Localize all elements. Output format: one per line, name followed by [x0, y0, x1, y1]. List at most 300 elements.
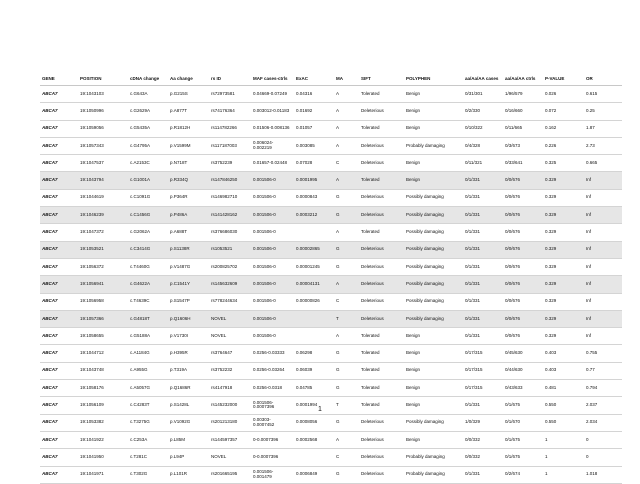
- column-header: aa/Aa/AA cases: [463, 50, 503, 86]
- table-cell: ABCA7: [40, 172, 78, 189]
- table-cell: 0.329: [543, 189, 584, 206]
- table-cell: Benign: [404, 380, 463, 397]
- table-cell: 0.403: [543, 345, 584, 362]
- table-cell: 0.0256-0.03333: [251, 345, 294, 362]
- table-cell: 19:1041922: [78, 431, 128, 448]
- table-row: [40, 172, 622, 189]
- table-cell: G: [334, 189, 359, 206]
- table-cell: A: [334, 328, 359, 345]
- table-cell: Deleterious: [359, 293, 404, 310]
- table-cell: 0.329: [543, 258, 584, 275]
- table-cell: 0/0/676: [503, 258, 543, 275]
- table-row: [40, 380, 622, 397]
- table-cell: rs117187003: [209, 137, 251, 154]
- table-cell: Inf: [584, 293, 622, 310]
- table-cell: Tolerated: [359, 397, 404, 414]
- table-cell: 0.329: [543, 276, 584, 293]
- table-header-row: [40, 50, 622, 86]
- table-cell: c.G4622A: [128, 276, 168, 293]
- table-cell: 0/0/676: [503, 276, 543, 293]
- table-cell: C: [334, 449, 359, 466]
- table-cell: 0/3/673: [503, 137, 543, 154]
- table-cell: rs72973581: [209, 86, 251, 103]
- table-cell: 0.329: [543, 241, 584, 258]
- table-cell: 0/1/331: [463, 328, 503, 345]
- table-cell: [294, 310, 334, 327]
- table-cell: Inf: [584, 310, 622, 327]
- table-row: [40, 189, 622, 206]
- table-cell: ABCA7: [40, 276, 78, 293]
- table-cell: 0/1/331: [463, 276, 503, 293]
- table-cell: c.G2629A: [128, 103, 168, 120]
- table-cell: 0/1/675: [503, 449, 543, 466]
- table-cell: C: [334, 155, 359, 172]
- table-cell: [294, 449, 334, 466]
- table-cell: 0.755: [584, 345, 622, 362]
- table-row: [40, 449, 622, 466]
- table-cell: ABCA7: [40, 328, 78, 345]
- table-cell: 19:1047537: [78, 155, 128, 172]
- table-cell: ABCA7: [40, 103, 78, 120]
- table-cell: A: [334, 137, 359, 154]
- table-cell: 0-0.0007396: [251, 449, 294, 466]
- table-cell: 0/1/331: [463, 172, 503, 189]
- table-cell: 0.403: [543, 362, 584, 379]
- table-cell: Possibly damaging: [404, 310, 463, 327]
- table-cell: ABCA7: [40, 86, 78, 103]
- table-cell: Deleterious: [359, 431, 404, 448]
- table-row: [40, 345, 622, 362]
- table-cell: A: [334, 86, 359, 103]
- table-row: [40, 310, 622, 327]
- table-cell: C: [334, 293, 359, 310]
- table-cell: 0.026: [543, 86, 584, 103]
- table-cell: rs144597357: [209, 431, 251, 448]
- table-cell: 0.003012-0.01183: [251, 103, 294, 120]
- table-cell: 0/0/676: [503, 172, 543, 189]
- table-cell: 19:1059056: [78, 120, 128, 137]
- table-cell: 19:1043794: [78, 172, 128, 189]
- table-cell: Possibly damaging: [404, 189, 463, 206]
- table-cell: A: [334, 224, 359, 241]
- table-cell: ABCA7: [40, 293, 78, 310]
- column-header: Aa change: [168, 50, 209, 86]
- table-cell: 0/0/332: [463, 431, 503, 448]
- table-cell: Inf: [584, 189, 622, 206]
- table-cell: 0.003085: [294, 137, 334, 154]
- variant-table: [40, 50, 622, 484]
- table-cell: 0.00004131: [294, 276, 334, 293]
- table-cell: rs145632609: [209, 276, 251, 293]
- column-header: OR: [584, 50, 622, 86]
- table-cell: Deleterious: [359, 449, 404, 466]
- table-cell: ABCA7: [40, 345, 78, 362]
- table-cell: rs1053521: [209, 241, 251, 258]
- table-row: [40, 328, 622, 345]
- table-cell: Tolerated: [359, 380, 404, 397]
- table-cell: Inf: [584, 328, 622, 345]
- table-cell: rs3752232: [209, 362, 251, 379]
- table-cell: Deleterious: [359, 258, 404, 275]
- table-cell: 0.072: [543, 103, 584, 120]
- table-cell: rs145232000: [209, 397, 251, 414]
- table-cell: 0.77: [584, 362, 622, 379]
- table-cell: p.S1547P: [168, 293, 209, 310]
- table-cell: c.C253A: [128, 431, 168, 448]
- table-cell: p.S1138R: [168, 241, 209, 258]
- column-header: MA: [334, 50, 359, 86]
- table-cell: c.C4283T: [128, 397, 168, 414]
- table-cell: c.T302G: [128, 466, 168, 483]
- table-cell: [294, 328, 334, 345]
- table-cell: 19:1057366: [78, 310, 128, 327]
- table-cell: 0/1/670: [503, 414, 543, 431]
- table-cell: rs200825702: [209, 258, 251, 275]
- column-header: POSITION: [78, 50, 128, 86]
- table-cell: c.A5057G: [128, 380, 168, 397]
- table-row: [40, 431, 622, 448]
- table-cell: p.P364R: [168, 189, 209, 206]
- table-row: [40, 466, 622, 483]
- table-cell: Tolerated: [359, 224, 404, 241]
- table-cell: Benign: [404, 431, 463, 448]
- table-cell: 1.87: [584, 120, 622, 137]
- table-cell: A: [334, 431, 359, 448]
- table-cell: ABCA7: [40, 431, 78, 448]
- table-cell: Tolerated: [359, 120, 404, 137]
- table-cell: Benign: [404, 328, 463, 345]
- table-cell: rs3752239: [209, 155, 251, 172]
- table-cell: Possibly damaging: [404, 224, 463, 241]
- table-cell: p.P486A: [168, 207, 209, 224]
- table-cell: 0/1/331: [463, 310, 503, 327]
- table-cell: 0.615: [584, 86, 622, 103]
- table-cell: Deleterious: [359, 466, 404, 483]
- table-cell: ABCA7: [40, 310, 78, 327]
- table-cell: 0.329: [543, 172, 584, 189]
- table-cell: 0.01057: [294, 120, 334, 137]
- table-cell: c.G643A: [128, 86, 168, 103]
- table-cell: 0/17/315: [463, 345, 503, 362]
- table-cell: 0.0003212: [294, 207, 334, 224]
- table-cell: p.S1428L: [168, 397, 209, 414]
- table-cell: 0.04316: [294, 86, 334, 103]
- table-cell: 1/96/579: [503, 86, 543, 103]
- table-cell: 19:1043103: [78, 86, 128, 103]
- table-cell: rs201213180: [209, 414, 251, 431]
- table-cell: 0.00002865: [294, 241, 334, 258]
- table-cell: Probably damaging: [404, 449, 463, 466]
- table-cell: 0/44/630: [503, 362, 543, 379]
- table-cell: Tolerated: [359, 86, 404, 103]
- table-cell: ABCA7: [40, 380, 78, 397]
- table-cell: 19:1058176: [78, 380, 128, 397]
- column-header: ExAC: [294, 50, 334, 86]
- table-cell: Inf: [584, 258, 622, 275]
- table-cell: Tolerated: [359, 362, 404, 379]
- table-cell: 0.001506-0: [251, 241, 294, 258]
- table-cell: 0.006024-0.002219: [251, 137, 294, 154]
- table-cell: c.T4460G: [128, 258, 168, 275]
- table-cell: Possibly damaging: [404, 414, 463, 431]
- table-cell: 0/1/331: [463, 241, 503, 258]
- table-cell: p.A688T: [168, 224, 209, 241]
- table-row: [40, 241, 622, 258]
- table-cell: Deleterious: [359, 207, 404, 224]
- table-row: [40, 86, 622, 103]
- table-cell: Benign: [404, 397, 463, 414]
- table-cell: 0/1/331: [463, 224, 503, 241]
- table-cell: rs147846250: [209, 172, 251, 189]
- table-cell: Benign: [404, 172, 463, 189]
- table-cell: 0.001506-0: [251, 258, 294, 275]
- table-cell: c.C3414G: [128, 241, 168, 258]
- table-cell: 0.325: [543, 155, 584, 172]
- table-cell: NOVEL: [209, 310, 251, 327]
- table-cell: 1: [543, 466, 584, 483]
- table-cell: Possibly damaging: [404, 207, 463, 224]
- table-cell: rs146982710: [209, 189, 251, 206]
- table-cell: 1.018: [584, 466, 622, 483]
- table-cell: Possibly damaging: [404, 258, 463, 275]
- table-cell: p.V1730I: [168, 328, 209, 345]
- table-cell: Benign: [404, 86, 463, 103]
- table-row: [40, 362, 622, 379]
- table-cell: p.N718T: [168, 155, 209, 172]
- table-cell: 0.0001995: [294, 172, 334, 189]
- table-cell: 19:1043748: [78, 362, 128, 379]
- table-cell: p.R334Q: [168, 172, 209, 189]
- table-cell: 19:1046239: [78, 207, 128, 224]
- table-cell: 19:1056109: [78, 397, 128, 414]
- table-row: [40, 155, 622, 172]
- table-cell: rs201665195: [209, 466, 251, 483]
- table-cell: rs778244634: [209, 293, 251, 310]
- table-cell: 0/0/676: [503, 241, 543, 258]
- table-cell: A: [334, 276, 359, 293]
- table-cell: 0.0006849: [294, 466, 334, 483]
- table-cell: Inf: [584, 241, 622, 258]
- table-cell: 0/4/328: [463, 137, 503, 154]
- table-cell: [294, 224, 334, 241]
- table-cell: 0.01692: [294, 103, 334, 120]
- table-cell: 0/16/660: [503, 103, 543, 120]
- table-cell: 0/1/675: [503, 431, 543, 448]
- table-cell: Probably damaging: [404, 466, 463, 483]
- table-cell: p.C1541Y: [168, 276, 209, 293]
- table-cell: ABCA7: [40, 189, 78, 206]
- table-cell: c.G5188A: [128, 328, 168, 345]
- table-cell: Deleterious: [359, 103, 404, 120]
- table-cell: p.G215S: [168, 86, 209, 103]
- table-cell: 0.04785: [294, 380, 334, 397]
- table-cell: p.L85M: [168, 431, 209, 448]
- table-cell: 0: [584, 431, 622, 448]
- table-cell: 0.329: [543, 328, 584, 345]
- table-cell: Inf: [584, 172, 622, 189]
- table-cell: 19:1056372: [78, 258, 128, 275]
- table-cell: 0.04669-0.07249: [251, 86, 294, 103]
- table-cell: 0.550: [543, 397, 584, 414]
- table-cell: 0/11/321: [463, 155, 503, 172]
- table-cell: 0.665: [584, 155, 622, 172]
- table-cell: 0/1/331: [463, 207, 503, 224]
- table-cell: 0/11/665: [503, 120, 543, 137]
- table-cell: c.A1184G: [128, 345, 168, 362]
- table-cell: G: [334, 345, 359, 362]
- table-cell: 0: [584, 449, 622, 466]
- table-cell: Tolerated: [359, 345, 404, 362]
- table-cell: 0.01506-0.008136: [251, 120, 294, 137]
- table-cell: rs376686030: [209, 224, 251, 241]
- table-cell: 0/0/676: [503, 328, 543, 345]
- table-cell: 19:1053521: [78, 241, 128, 258]
- table-cell: Tolerated: [359, 328, 404, 345]
- table-cell: 0.001506-0: [251, 189, 294, 206]
- table-row: [40, 276, 622, 293]
- table-cell: rs141428162: [209, 207, 251, 224]
- table-cell: p.R1812H: [168, 120, 209, 137]
- table-cell: p.V1487G: [168, 258, 209, 275]
- table-cell: c.C1456G: [128, 207, 168, 224]
- table-cell: A: [334, 120, 359, 137]
- column-header: POLYPHEN: [404, 50, 463, 86]
- table-cell: G: [334, 258, 359, 275]
- table-cell: 0.550: [543, 414, 584, 431]
- table-cell: 0.25: [584, 103, 622, 120]
- table-cell: Inf: [584, 207, 622, 224]
- table-cell: Deleterious: [359, 276, 404, 293]
- table-cell: p.Q1686R: [168, 380, 209, 397]
- table-cell: NOVEL: [209, 449, 251, 466]
- table-cell: 19:1041950: [78, 449, 128, 466]
- table-cell: 0.0000843: [294, 189, 334, 206]
- table-cell: Benign: [404, 103, 463, 120]
- table-cell: 0.00303-0.0007452: [251, 414, 294, 431]
- table-cell: 1: [543, 431, 584, 448]
- table-cell: ABCA7: [40, 397, 78, 414]
- table-cell: 0.001506-0: [251, 172, 294, 189]
- table-cell: 0/2/330: [463, 103, 503, 120]
- table-cell: NOVEL: [209, 328, 251, 345]
- table-cell: G: [334, 466, 359, 483]
- table-cell: p.Q1606H: [168, 310, 209, 327]
- table-cell: 0.01657-0.02448: [251, 155, 294, 172]
- table-cell: 0.0256-0.0318: [251, 380, 294, 397]
- table-row: [40, 258, 622, 275]
- table-cell: 0.07028: [294, 155, 334, 172]
- table-cell: Tolerated: [359, 172, 404, 189]
- table-cell: 0/1/675: [503, 397, 543, 414]
- table-cell: ABCA7: [40, 137, 78, 154]
- table-cell: 0.001506-0: [251, 207, 294, 224]
- column-header: aa/Aa/AA ctrls: [503, 50, 543, 86]
- table-cell: G: [334, 241, 359, 258]
- table-cell: 0.226: [543, 137, 584, 154]
- table-row: [40, 103, 622, 120]
- table-cell: Deleterious: [359, 241, 404, 258]
- column-header: rs ID: [209, 50, 251, 86]
- table-cell: 0/1/331: [463, 397, 503, 414]
- table-cell: 0.001506-0.001479: [251, 466, 294, 483]
- table-cell: Possibly damaging: [404, 293, 463, 310]
- table-cell: 19:1053382: [78, 414, 128, 431]
- table-cell: Benign: [404, 155, 463, 172]
- table-cell: 0.001506-0: [251, 293, 294, 310]
- table-cell: 0.06298: [294, 345, 334, 362]
- table-cell: ABCA7: [40, 155, 78, 172]
- table-cell: 0/0/676: [503, 224, 543, 241]
- table-cell: Benign: [404, 120, 463, 137]
- table-cell: 19:1056958: [78, 293, 128, 310]
- table-cell: p.T319A: [168, 362, 209, 379]
- table-cell: 0.329: [543, 207, 584, 224]
- table-cell: p.V1599M: [168, 137, 209, 154]
- table-cell: c.A955G: [128, 362, 168, 379]
- table-cell: 0.329: [543, 293, 584, 310]
- table-cell: Deleterious: [359, 189, 404, 206]
- column-header: P-VALUE: [543, 50, 584, 86]
- table-cell: 0.329: [543, 310, 584, 327]
- table-cell: 0/0/332: [463, 449, 503, 466]
- table-cell: Possibly damaging: [404, 276, 463, 293]
- table-cell: 0.0008056: [294, 414, 334, 431]
- table-cell: 0/1/331: [463, 189, 503, 206]
- table-cell: 0/0/676: [503, 310, 543, 327]
- table-cell: c.G4818T: [128, 310, 168, 327]
- column-header: cDNA change: [128, 50, 168, 86]
- table-cell: 0/1/331: [463, 466, 503, 483]
- table-cell: Possibly damaging: [404, 241, 463, 258]
- table-cell: Deleterious: [359, 414, 404, 431]
- table-cell: p.L101R: [168, 466, 209, 483]
- table-cell: c.T281C: [128, 449, 168, 466]
- table-cell: 0/1/331: [463, 293, 503, 310]
- table-cell: T: [334, 310, 359, 327]
- table-cell: ABCA7: [40, 362, 78, 379]
- table-cell: 0.794: [584, 380, 622, 397]
- table-cell: Benign: [404, 362, 463, 379]
- table-cell: 19:1058655: [78, 328, 128, 345]
- table-cell: ABCA7: [40, 120, 78, 137]
- table-cell: 0.001506-0: [251, 276, 294, 293]
- table-cell: Probably damaging: [404, 137, 463, 154]
- table-cell: c.C1091G: [128, 189, 168, 206]
- table-cell: 2.037: [584, 397, 622, 414]
- table-cell: c.G4795A: [128, 137, 168, 154]
- table-cell: ABCA7: [40, 241, 78, 258]
- column-header: MAF cases-ctrls: [251, 50, 294, 86]
- table-cell: 2.034: [584, 414, 622, 431]
- table-cell: G: [334, 362, 359, 379]
- table-cell: ABCA7: [40, 449, 78, 466]
- table-cell: c.G1001A: [128, 172, 168, 189]
- table-cell: 0.06039: [294, 362, 334, 379]
- table-cell: c.A2153C: [128, 155, 168, 172]
- table-row: [40, 137, 622, 154]
- table-cell: p.A877T: [168, 103, 209, 120]
- table-cell: G: [334, 207, 359, 224]
- table-cell: ABCA7: [40, 466, 78, 483]
- table-cell: 0.162: [543, 120, 584, 137]
- table-cell: rs74176364: [209, 103, 251, 120]
- table-cell: 19:1041971: [78, 466, 128, 483]
- table-cell: 0.0002568: [294, 431, 334, 448]
- table-cell: rs114782266: [209, 120, 251, 137]
- table-cell: 1: [543, 449, 584, 466]
- table-cell: Deleterious: [359, 155, 404, 172]
- table-cell: 0.0256-0.03264: [251, 362, 294, 379]
